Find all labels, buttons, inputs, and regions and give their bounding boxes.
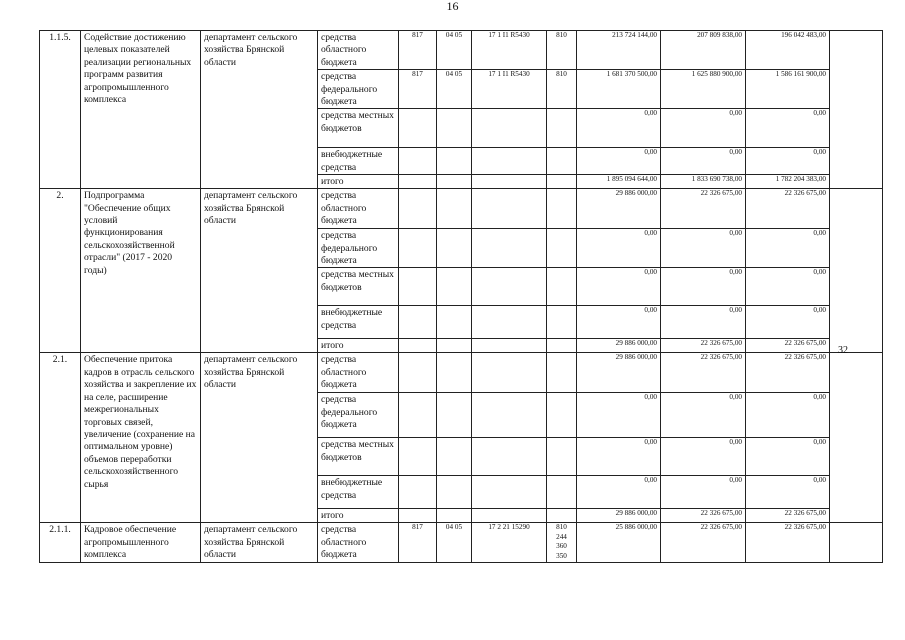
- expense-type-code: [547, 109, 577, 148]
- event-name: Содействие достижению целевых показателей реализации региональных программ развития агропромышленного комплекса: [81, 31, 201, 189]
- funding-source: средства областного бюджета: [318, 31, 399, 70]
- target-article-code: [472, 189, 547, 229]
- amount-2019: 0,00: [661, 476, 746, 509]
- amount-2018: 0,00: [577, 476, 661, 509]
- section-code: [437, 189, 472, 229]
- target-article-code: 17 1 I1 R5430: [472, 31, 547, 70]
- grbs-code: [399, 175, 437, 189]
- funding-source: внебюджетные средства: [318, 148, 399, 175]
- target-article-code: [472, 476, 547, 509]
- amount-2018: 0,00: [577, 109, 661, 148]
- amount-2019: 22 326 675,00: [661, 509, 746, 523]
- funding-source: итого: [318, 339, 399, 353]
- section-code: [437, 306, 472, 339]
- expense-type-code: [547, 339, 577, 353]
- table-row: [40, 353, 883, 393]
- grbs-code: [399, 393, 437, 438]
- target-article-code: 17 2 21 15290: [472, 523, 547, 562]
- funding-source: средства местных бюджетов: [318, 109, 399, 148]
- funding-source: средства местных бюджетов: [318, 438, 399, 476]
- amount-2020: 196 042 483,00: [746, 31, 830, 70]
- row-number: 1.1.5.: [40, 31, 81, 189]
- grbs-code: [399, 109, 437, 148]
- grbs-code: [399, 148, 437, 175]
- event-name: Подпрограмма "Обеспечение общих условий функционирования сельскохозяйственной отрасли" (2017 - 2020 годы): [81, 189, 201, 353]
- target-article-code: [472, 339, 547, 353]
- amount-2020: 1 782 204 383,00: [746, 175, 830, 189]
- row-number: 2.: [40, 189, 81, 353]
- amount-2018: 0,00: [577, 268, 661, 306]
- funding-source: итого: [318, 175, 399, 189]
- section-code: [437, 353, 472, 393]
- expense-type-code: [547, 393, 577, 438]
- executor: департамент сельского хозяйства Брянской области: [201, 523, 318, 562]
- table-row: [40, 523, 883, 562]
- target-article-code: [472, 306, 547, 339]
- section-code: [437, 393, 472, 438]
- expense-type-code: 810 244 360 350: [547, 523, 577, 562]
- amount-2019: 22 326 675,00: [661, 353, 746, 393]
- section-code: [437, 339, 472, 353]
- funding-source: средства областного бюджета: [318, 189, 399, 229]
- grbs-code: [399, 509, 437, 523]
- table-body: [40, 31, 883, 563]
- expense-type-code: [547, 175, 577, 189]
- expense-type-code: [547, 229, 577, 268]
- target-article-code: [472, 175, 547, 189]
- side-number: 32: [838, 345, 848, 356]
- funding-source: средства областного бюджета: [318, 353, 399, 393]
- amount-2019: 0,00: [661, 393, 746, 438]
- section-code: [437, 148, 472, 175]
- funding-source: средства местных бюджетов: [318, 268, 399, 306]
- amount-2020: 0,00: [746, 148, 830, 175]
- target-article-code: [472, 393, 547, 438]
- expense-type-code: [547, 306, 577, 339]
- note-cell: [830, 31, 883, 189]
- amount-2019: 0,00: [661, 438, 746, 476]
- amount-2019: 207 809 838,00: [661, 31, 746, 70]
- section-code: 04 05: [437, 31, 472, 70]
- amount-2018: 1 895 094 644,00: [577, 175, 661, 189]
- section-code: [437, 268, 472, 306]
- section-code: [437, 229, 472, 268]
- amount-2018: 0,00: [577, 438, 661, 476]
- amount-2018: 0,00: [577, 148, 661, 175]
- amount-2018: 0,00: [577, 306, 661, 339]
- section-code: 04 05: [437, 523, 472, 562]
- amount-2018: 25 886 000,00: [577, 523, 661, 562]
- grbs-code: 817: [399, 70, 437, 109]
- table-row: [40, 31, 883, 70]
- target-article-code: 17 1 I1 R5430: [472, 70, 547, 109]
- section-code: [437, 175, 472, 189]
- target-article-code: [472, 229, 547, 268]
- amount-2018: 29 886 000,00: [577, 339, 661, 353]
- amount-2018: 29 886 000,00: [577, 509, 661, 523]
- grbs-code: [399, 306, 437, 339]
- amount-2020: 0,00: [746, 393, 830, 438]
- amount-2020: 22 326 675,00: [746, 509, 830, 523]
- grbs-code: [399, 339, 437, 353]
- amount-2020: 0,00: [746, 109, 830, 148]
- amount-2019: 1 625 880 900,00: [661, 70, 746, 109]
- amount-2019: 0,00: [661, 306, 746, 339]
- funding-source: итого: [318, 509, 399, 523]
- amount-2018: 29 886 000,00: [577, 189, 661, 229]
- table-row: [40, 189, 883, 229]
- expense-type-code: 810: [547, 70, 577, 109]
- grbs-code: 817: [399, 31, 437, 70]
- expense-type-code: [547, 438, 577, 476]
- target-article-code: [472, 438, 547, 476]
- expense-type-code: [547, 509, 577, 523]
- executor: департамент сельского хозяйства Брянской области: [201, 189, 318, 353]
- amount-2019: 22 326 675,00: [661, 189, 746, 229]
- expense-type-code: [547, 353, 577, 393]
- amount-2019: 22 326 675,00: [661, 339, 746, 353]
- section-code: [437, 438, 472, 476]
- amount-2018: 213 724 144,00: [577, 31, 661, 70]
- grbs-code: [399, 229, 437, 268]
- executor: департамент сельского хозяйства Брянской области: [201, 31, 318, 189]
- note-cell: [830, 189, 883, 353]
- funding-source: внебюджетные средства: [318, 306, 399, 339]
- row-number: 2.1.1.: [40, 523, 81, 562]
- page-number: 16: [446, 0, 459, 13]
- funding-source: внебюджетные средства: [318, 476, 399, 509]
- executor: департамент сельского хозяйства Брянской области: [201, 353, 318, 523]
- expense-type-code: [547, 476, 577, 509]
- budget-table: [39, 30, 883, 563]
- funding-source: средства федерального бюджета: [318, 229, 399, 268]
- amount-2020: 1 586 161 900,00: [746, 70, 830, 109]
- expense-type-code: [547, 268, 577, 306]
- amount-2019: 0,00: [661, 268, 746, 306]
- grbs-code: [399, 268, 437, 306]
- grbs-code: [399, 353, 437, 393]
- grbs-code: [399, 189, 437, 229]
- note-cell: [830, 353, 883, 523]
- event-name: Обеспечение притока кадров в отрасль сельского хозяйства и закрепление их на селе, расширение межрегиональных торговых связей, увеличение (сохранение на оптимальном уровне) объемов переработки сельскохозяйственного сырья: [81, 353, 201, 523]
- event-name: Кадровое обеспечение агропромышленного комплекса: [81, 523, 201, 562]
- amount-2018: 29 886 000,00: [577, 353, 661, 393]
- funding-source: средства федерального бюджета: [318, 70, 399, 109]
- amount-2020: 22 326 675,00: [746, 189, 830, 229]
- amount-2020: 22 326 675,00: [746, 353, 830, 393]
- amount-2019: 0,00: [661, 148, 746, 175]
- target-article-code: [472, 268, 547, 306]
- target-article-code: [472, 148, 547, 175]
- amount-2019: 0,00: [661, 229, 746, 268]
- section-code: 04 05: [437, 70, 472, 109]
- amount-2018: 0,00: [577, 229, 661, 268]
- amount-2020: 22 326 675,00: [746, 339, 830, 353]
- amount-2019: 0,00: [661, 109, 746, 148]
- amount-2018: 0,00: [577, 393, 661, 438]
- section-code: [437, 509, 472, 523]
- note-cell: [830, 523, 883, 562]
- amount-2019: 22 326 675,00: [661, 523, 746, 562]
- amount-2020: 0,00: [746, 268, 830, 306]
- section-code: [437, 109, 472, 148]
- funding-source: средства областного бюджета: [318, 523, 399, 562]
- amount-2020: 0,00: [746, 476, 830, 509]
- target-article-code: [472, 109, 547, 148]
- target-article-code: [472, 353, 547, 393]
- amount-2018: 1 681 370 500,00: [577, 70, 661, 109]
- expense-type-code: 810: [547, 31, 577, 70]
- amount-2020: 0,00: [746, 229, 830, 268]
- amount-2020: 22 326 675,00: [746, 523, 830, 562]
- expense-type-code: [547, 148, 577, 175]
- amount-2019: 1 833 690 738,00: [661, 175, 746, 189]
- grbs-code: [399, 476, 437, 509]
- section-code: [437, 476, 472, 509]
- expense-type-code: [547, 189, 577, 229]
- grbs-code: 817: [399, 523, 437, 562]
- funding-source: средства федерального бюджета: [318, 393, 399, 438]
- amount-2020: 0,00: [746, 438, 830, 476]
- row-number: 2.1.: [40, 353, 81, 523]
- target-article-code: [472, 509, 547, 523]
- grbs-code: [399, 438, 437, 476]
- amount-2020: 0,00: [746, 306, 830, 339]
